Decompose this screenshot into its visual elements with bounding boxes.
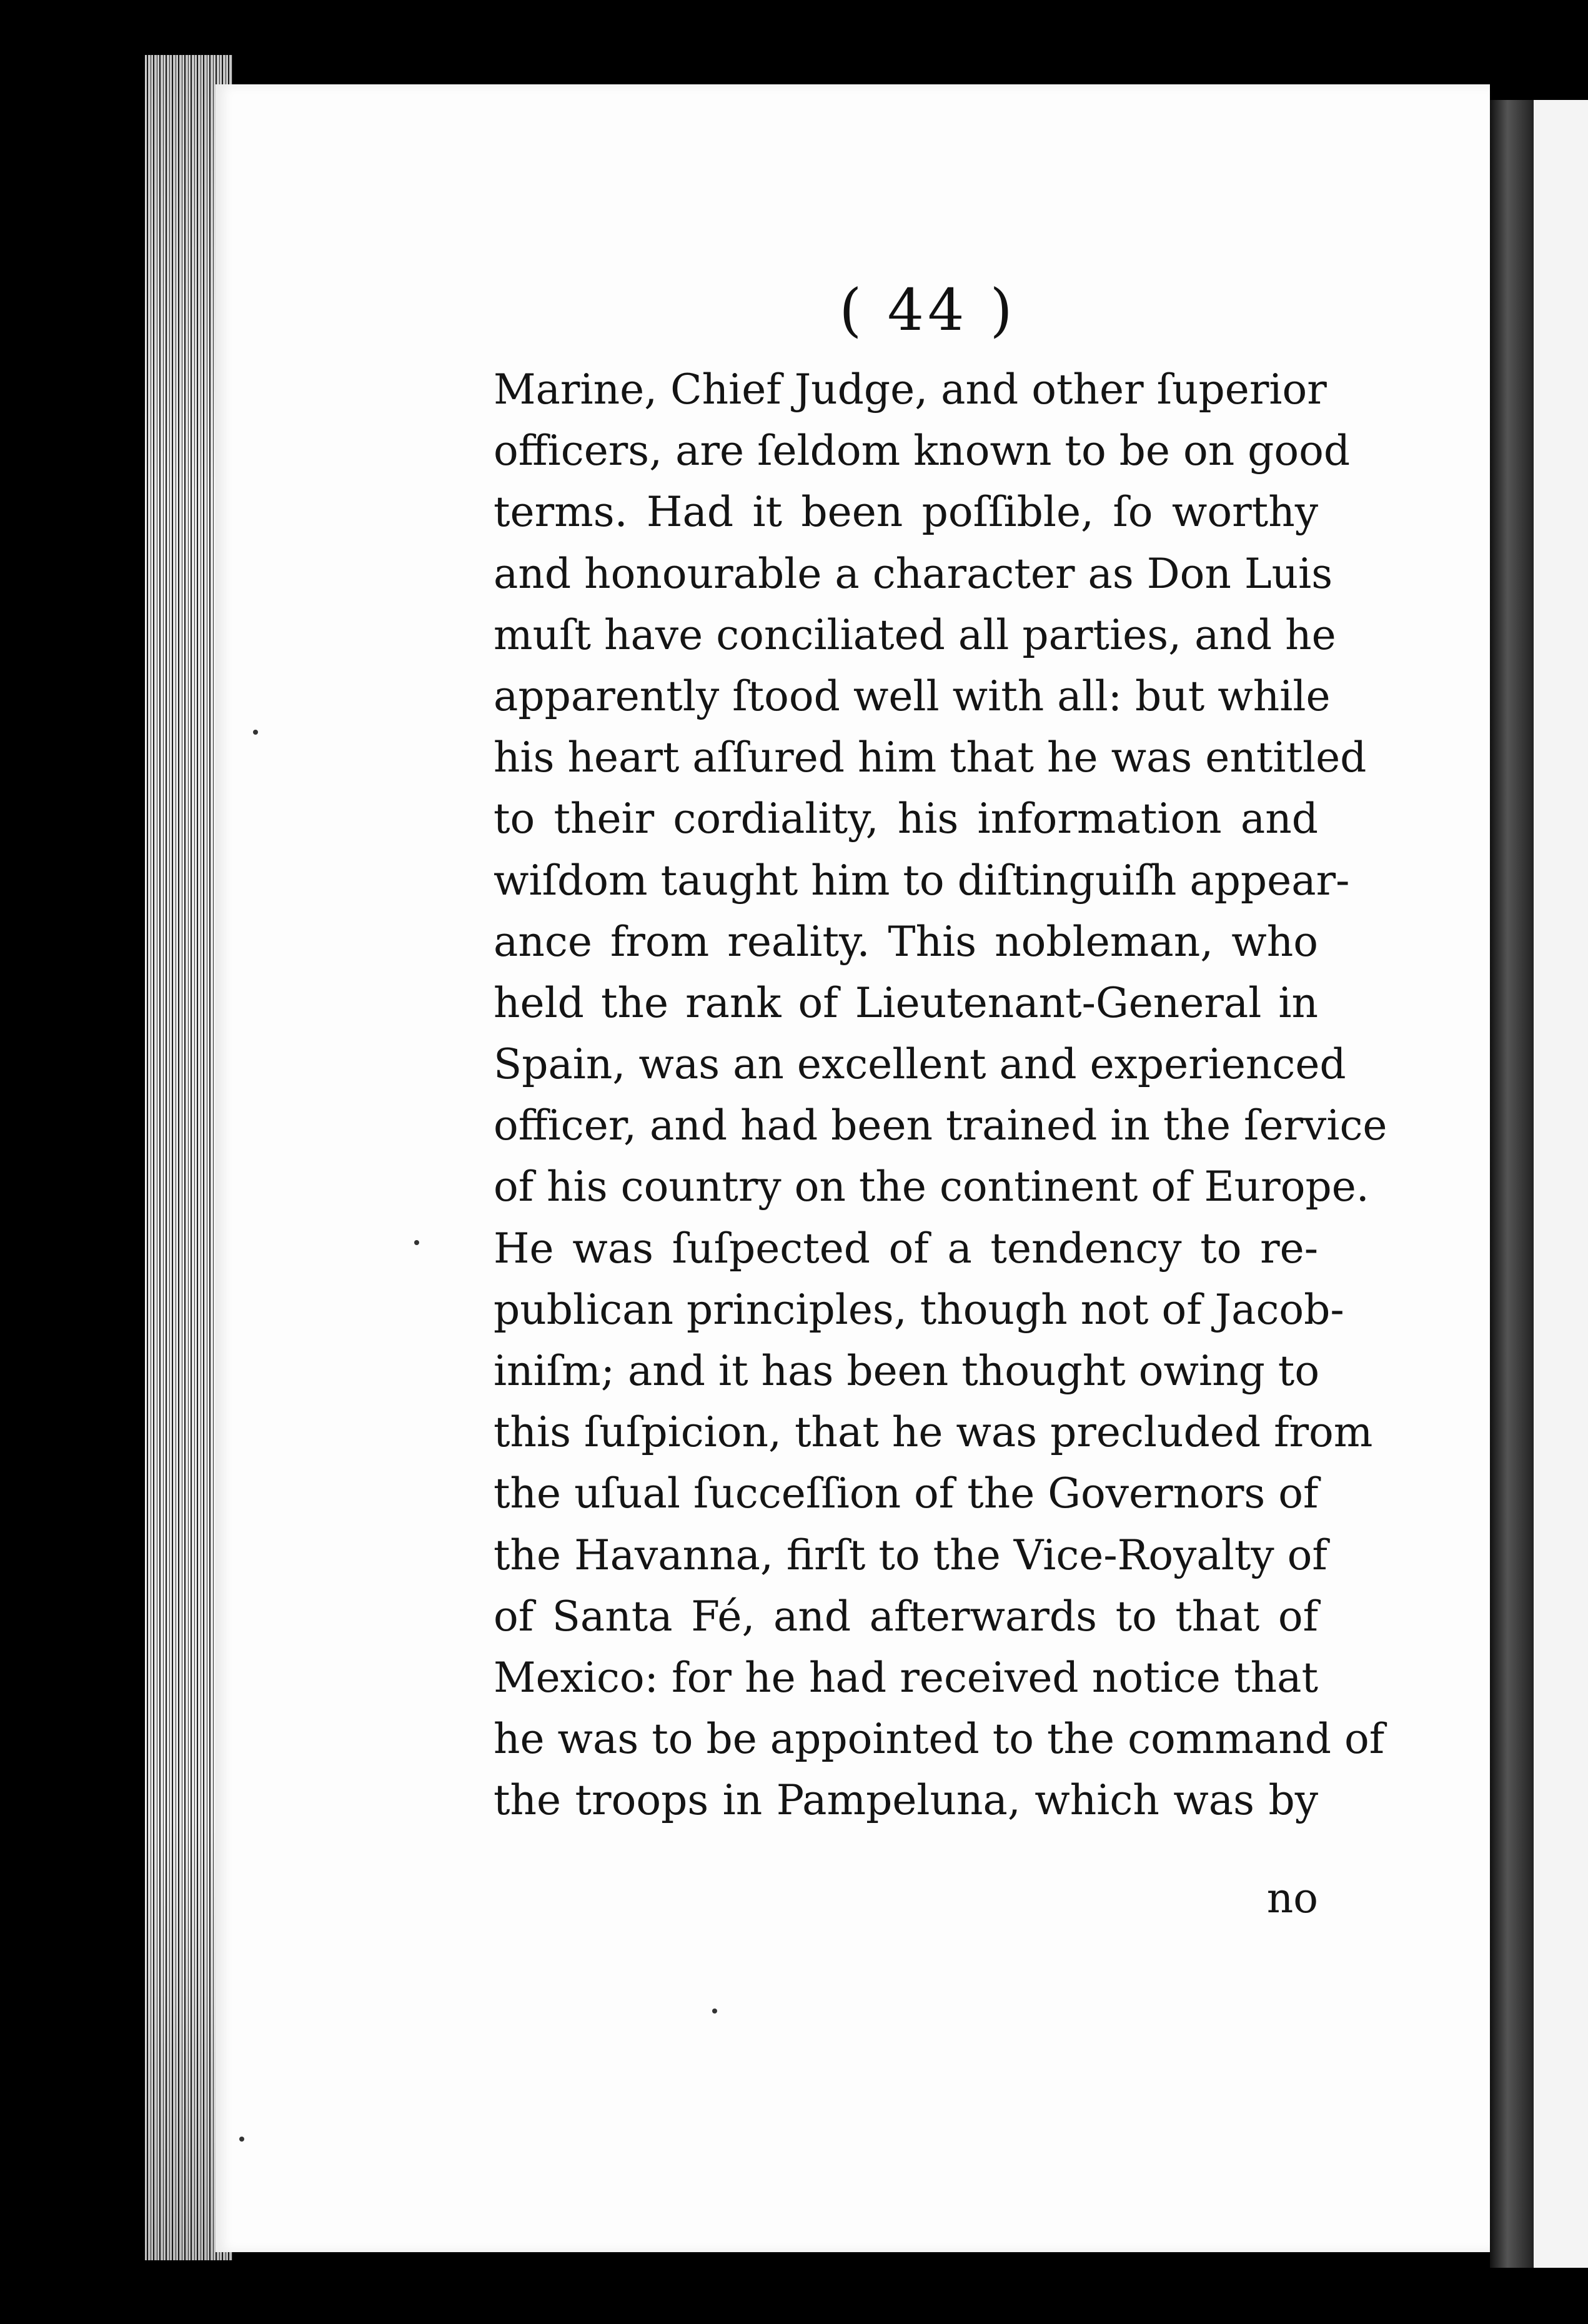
text-line: Marine, Chief Judge, and other ſuperior — [494, 365, 1327, 414]
book-gutter — [1490, 100, 1534, 2268]
text-line: his heart aſſured him that he was entitled — [494, 733, 1367, 782]
text-line: ance from reality. This nobleman, who — [494, 917, 1318, 966]
text-line: wiſdom taught him to diſtinguiſh appear- — [494, 856, 1350, 905]
text-line: Mexico: for he had received notice that — [494, 1653, 1318, 1702]
ink-speck — [414, 1240, 419, 1245]
text-line: He was ſuſpected of a tendency to re- — [494, 1224, 1318, 1273]
facing-page-edge — [1534, 100, 1588, 2268]
body-text — [494, 359, 1387, 1832]
ink-speck — [712, 2009, 717, 2014]
text-line: of his country on the continent of Europe. — [494, 1163, 1369, 1211]
page-number: ( 44 ) — [839, 277, 1016, 344]
text-line: he was to be appointed to the command of — [494, 1715, 1385, 1764]
text-line: held the rank of Lieutenant-General in — [494, 978, 1318, 1027]
text-line: this ſuſpicion, that he was precluded from — [494, 1408, 1373, 1457]
text-line: Spain, was an excellent and experienced — [494, 1040, 1346, 1089]
ink-speck — [239, 2137, 244, 2142]
text-line: publican principles, though not of Jacob- — [494, 1285, 1344, 1334]
text-line: to their cordiality, his information and — [494, 795, 1318, 843]
text-line: the troops in Pampeluna, which was by — [494, 1776, 1318, 1825]
text-line: iniſm; and it has been thought owing to — [494, 1347, 1320, 1395]
text-line: muſt have conciliated all parties, and he — [494, 610, 1336, 659]
text-line: officers, are ſeldom known to be on good — [494, 427, 1351, 475]
text-line: of Santa Fé, and afterwards to that of — [494, 1592, 1318, 1641]
ink-speck — [253, 730, 258, 735]
text-line: the uſual ſucceſſion of the Governors of — [494, 1469, 1319, 1518]
text-line: the Havanna, firſt to the Vice-Royalty of — [494, 1531, 1327, 1579]
text-line: officer, and had been trained in the ſervice — [494, 1101, 1387, 1150]
text-line: apparently ſtood well with all: but while — [494, 672, 1331, 720]
text-line: terms. Had it been poſſible, ſo worthy — [494, 488, 1318, 537]
catchword: no — [1266, 1874, 1318, 1922]
text-line: and honourable a character as Don Luis — [494, 549, 1333, 598]
